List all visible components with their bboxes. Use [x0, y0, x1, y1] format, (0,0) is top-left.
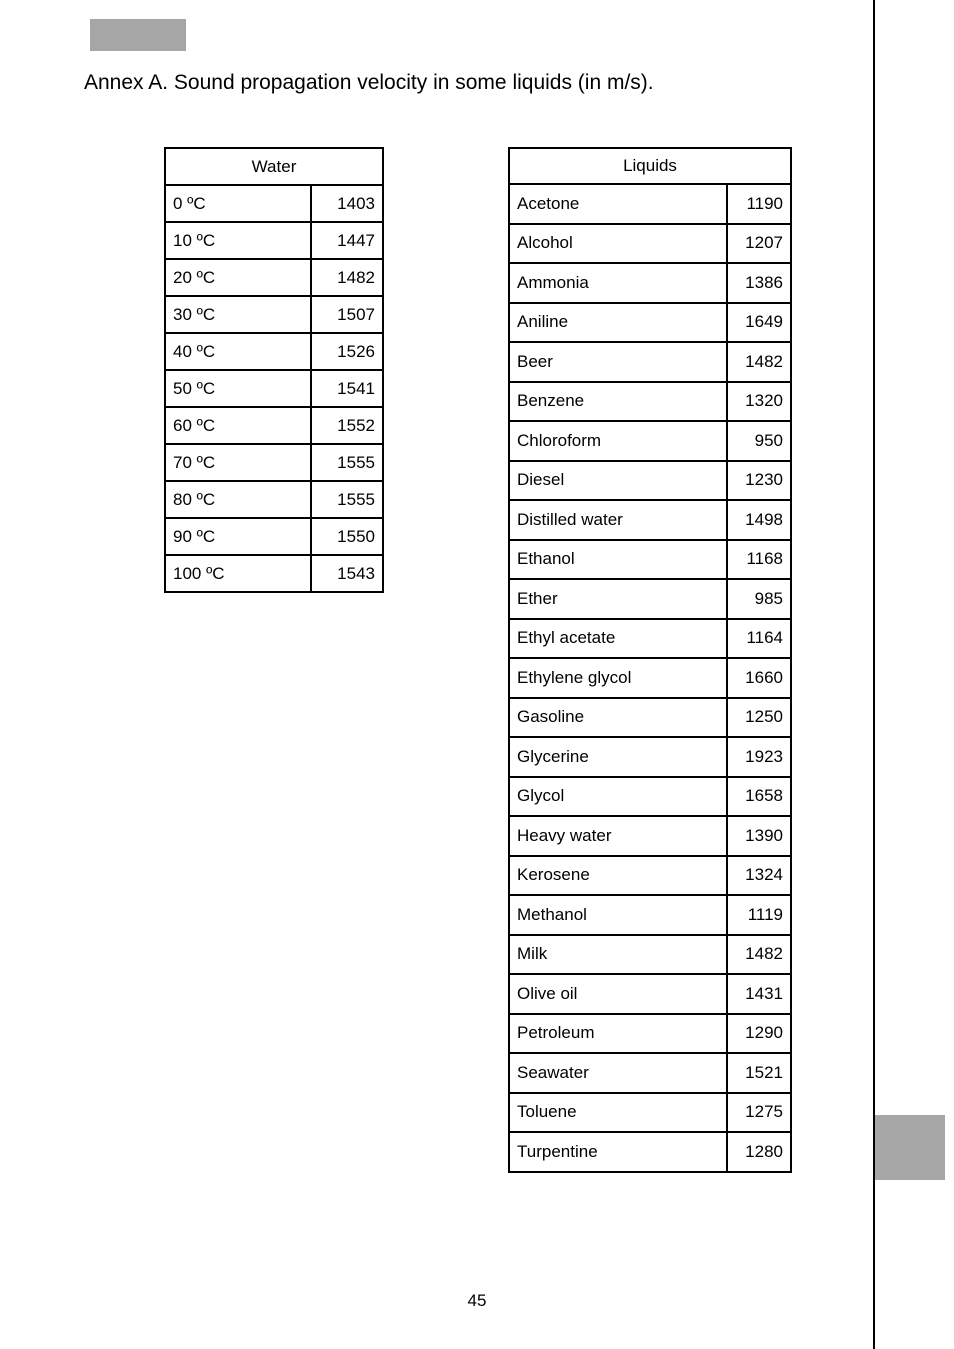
water-row — [165, 555, 383, 592]
water-value-cell: 1552 — [311, 407, 383, 444]
liquid-label-cell: Seawater — [509, 1053, 727, 1093]
liquid-label-cell: Olive oil — [509, 974, 727, 1014]
liquid-row — [509, 184, 791, 224]
liquid-label-cell: Milk — [509, 935, 727, 975]
water-value-cell: 1550 — [311, 518, 383, 555]
liquid-value-cell: 1119 — [727, 895, 791, 935]
liquids-table-header: Liquids — [509, 148, 791, 184]
water-table — [164, 147, 384, 593]
liquid-label-cell: Ether — [509, 579, 727, 619]
liquid-row — [509, 1053, 791, 1093]
liquid-row — [509, 382, 791, 422]
liquid-label-cell: Glycerine — [509, 737, 727, 777]
water-row — [165, 518, 383, 555]
liquid-label-cell: Ammonia — [509, 263, 727, 303]
liquid-row — [509, 619, 791, 659]
header-gray-block — [90, 19, 186, 51]
water-value-cell: 1541 — [311, 370, 383, 407]
liquid-value-cell: 1207 — [727, 224, 791, 264]
water-table-body — [165, 185, 383, 592]
liquid-label-cell: Benzene — [509, 382, 727, 422]
water-label-cell: 100 ºC — [165, 555, 311, 592]
liquid-label-cell: Acetone — [509, 184, 727, 224]
liquid-row — [509, 1093, 791, 1133]
water-row — [165, 222, 383, 259]
water-row — [165, 481, 383, 518]
page-number: 45 — [467, 1291, 487, 1310]
liquid-row — [509, 816, 791, 856]
liquid-value-cell: 1658 — [727, 777, 791, 817]
liquid-row — [509, 737, 791, 777]
liquid-value-cell: 1431 — [727, 974, 791, 1014]
liquid-label-cell: Ethyl acetate — [509, 619, 727, 659]
liquid-value-cell: 1324 — [727, 856, 791, 896]
liquid-label-cell: Chloroform — [509, 421, 727, 461]
liquid-label-cell: Ethylene glycol — [509, 658, 727, 698]
liquid-label-cell: Alcohol — [509, 224, 727, 264]
water-table-header-row — [165, 148, 383, 185]
liquid-row — [509, 342, 791, 382]
liquid-label-cell: Distilled water — [509, 500, 727, 540]
liquid-value-cell: 1386 — [727, 263, 791, 303]
water-label-cell: 30 ºC — [165, 296, 311, 333]
water-label-cell: 90 ºC — [165, 518, 311, 555]
liquids-table — [508, 147, 792, 1173]
water-value-cell: 1526 — [311, 333, 383, 370]
liquids-table-body — [509, 184, 791, 1172]
liquid-value-cell: 1168 — [727, 540, 791, 580]
liquid-row — [509, 1132, 791, 1172]
liquid-label-cell: Heavy water — [509, 816, 727, 856]
liquid-row — [509, 303, 791, 343]
liquid-value-cell: 1923 — [727, 737, 791, 777]
water-value-cell: 1555 — [311, 481, 383, 518]
page-title: Annex A. Sound propagation velocity in some liquids (in m/s). — [84, 71, 654, 94]
water-row — [165, 185, 383, 222]
liquid-label-cell: Kerosene — [509, 856, 727, 896]
liquid-value-cell: 1250 — [727, 698, 791, 738]
liquid-value-cell: 1280 — [727, 1132, 791, 1172]
water-label-cell: 40 ºC — [165, 333, 311, 370]
liquid-label-cell: Methanol — [509, 895, 727, 935]
liquid-row — [509, 540, 791, 580]
water-value-cell: 1555 — [311, 444, 383, 481]
water-label-cell: 60 ºC — [165, 407, 311, 444]
water-label-cell: 10 ºC — [165, 222, 311, 259]
water-value-cell: 1543 — [311, 555, 383, 592]
water-label-cell: 80 ºC — [165, 481, 311, 518]
water-row — [165, 444, 383, 481]
water-label-cell: 20 ºC — [165, 259, 311, 296]
water-row — [165, 296, 383, 333]
water-row — [165, 259, 383, 296]
liquid-value-cell: 1521 — [727, 1053, 791, 1093]
water-row — [165, 407, 383, 444]
liquid-value-cell: 985 — [727, 579, 791, 619]
water-table-header: Water — [165, 148, 383, 185]
liquid-value-cell: 1482 — [727, 342, 791, 382]
liquids-table-header-row — [509, 148, 791, 184]
liquid-value-cell: 950 — [727, 421, 791, 461]
liquid-row — [509, 895, 791, 935]
liquid-label-cell: Petroleum — [509, 1014, 727, 1054]
water-value-cell: 1482 — [311, 259, 383, 296]
liquid-label-cell: Turpentine — [509, 1132, 727, 1172]
liquid-label-cell: Glycol — [509, 777, 727, 817]
liquid-row — [509, 658, 791, 698]
liquid-row — [509, 500, 791, 540]
liquid-label-cell: Ethanol — [509, 540, 727, 580]
liquid-label-cell: Beer — [509, 342, 727, 382]
water-value-cell: 1447 — [311, 222, 383, 259]
liquid-value-cell: 1320 — [727, 382, 791, 422]
liquid-row — [509, 777, 791, 817]
liquid-label-cell: Gasoline — [509, 698, 727, 738]
liquid-row — [509, 935, 791, 975]
liquid-row — [509, 974, 791, 1014]
water-label-cell: 50 ºC — [165, 370, 311, 407]
liquid-row — [509, 1014, 791, 1054]
water-label-cell: 0 ºC — [165, 185, 311, 222]
liquid-value-cell: 1190 — [727, 184, 791, 224]
liquid-label-cell: Diesel — [509, 461, 727, 501]
liquid-row — [509, 698, 791, 738]
liquid-row — [509, 263, 791, 303]
liquid-value-cell: 1498 — [727, 500, 791, 540]
water-row — [165, 370, 383, 407]
water-value-cell: 1507 — [311, 296, 383, 333]
liquid-row — [509, 579, 791, 619]
liquid-row — [509, 461, 791, 501]
liquid-row — [509, 224, 791, 264]
liquid-value-cell: 1660 — [727, 658, 791, 698]
liquid-value-cell: 1649 — [727, 303, 791, 343]
liquid-label-cell: Toluene — [509, 1093, 727, 1133]
liquid-label-cell: Aniline — [509, 303, 727, 343]
liquid-row — [509, 856, 791, 896]
chapter-side-tab — [875, 1115, 945, 1180]
liquid-value-cell: 1390 — [727, 816, 791, 856]
liquid-value-cell: 1275 — [727, 1093, 791, 1133]
liquid-value-cell: 1290 — [727, 1014, 791, 1054]
water-value-cell: 1403 — [311, 185, 383, 222]
water-row — [165, 333, 383, 370]
liquid-row — [509, 421, 791, 461]
liquid-value-cell: 1230 — [727, 461, 791, 501]
water-label-cell: 70 ºC — [165, 444, 311, 481]
liquid-value-cell: 1482 — [727, 935, 791, 975]
liquid-value-cell: 1164 — [727, 619, 791, 659]
